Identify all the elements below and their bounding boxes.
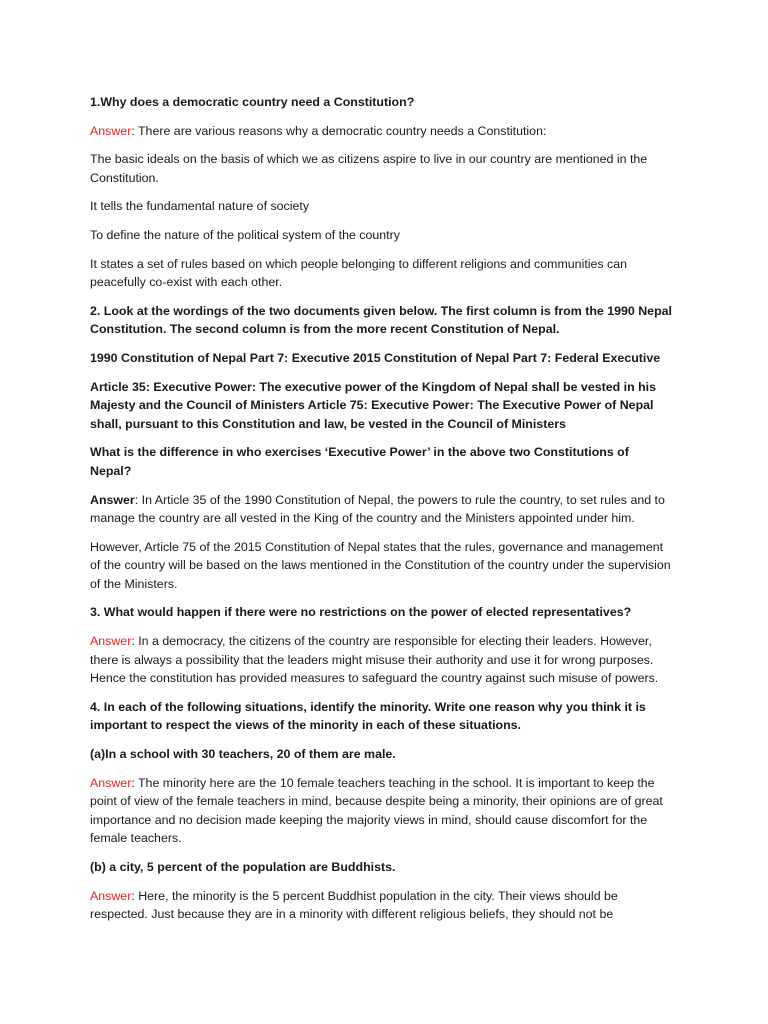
- answer-label: Answer: [90, 123, 132, 138]
- answer-text: : Here, the minority is the 5 percent Buddhist population in the city. Their views should be respected. Just because they are in a minority with different religious beliefs, they should not be: [90, 888, 618, 922]
- question-text: Article 35: Executive Power: The executive power of the Kingdom of Nepal shall be vested in his Majesty and the Council of Ministers Article 75: Executive Power: The Executive Power of Nepal shall, pursuant to this Constitution and law, be vested in the Council of Ministers: [90, 379, 656, 431]
- question-text: (a)In a school with 30 teachers, 20 of them are male.: [90, 747, 396, 762]
- answer-text: : In a democracy, the citizens of the country are responsible for electing their leaders. However, there is always a possibility that the leaders might misuse their authority and use it for wrong purposes. Hence the constitution has provided measures to safeguard the country against such misuse of powers.: [90, 634, 659, 686]
- question-text: (b) a city, 5 percent of the population are Buddhists.: [90, 860, 396, 874]
- answer-paragraph: [90, 632, 672, 688]
- answer-paragraph: [90, 887, 672, 924]
- question-text: 1990 Constitution of Nepal Part 7: Executive 2015 Constitution of Nepal Part 7: Federal Executive: [90, 350, 661, 365]
- body-text: However, Article 75 of the 2015 Constitution of Nepal states that the rules, governance and management of the country will be based on the laws mentioned in the Constitution of the country under the supervision of the Ministers.: [90, 539, 671, 591]
- body-text: To define the nature of the political system of the country: [90, 227, 400, 242]
- answer-text: : There are various reasons why a democratic country needs a Constitution:: [131, 123, 547, 138]
- question-text: 1.Why does a democratic country need a Constitution?: [90, 95, 415, 109]
- body-text: The basic ideals on the basis of which we as citizens aspire to live in our country are mentioned in the Constitution.: [90, 152, 648, 185]
- question-text: 2. Look at the wordings of the two documents given below. The first column is from the 1990 Nepal Constitution. The second column is from the more recent Constitution of Nepal.: [90, 303, 672, 337]
- answer-label: Answer: [90, 888, 132, 903]
- answer-label: Answer: [90, 492, 135, 507]
- document-body: [90, 93, 672, 924]
- answer-label: Answer: [90, 775, 132, 790]
- answer-label: Answer: [90, 634, 132, 649]
- answer-text: : The minority here are the 10 female teachers teaching in the school. It is important to keep the point of view of the female teachers in mind, because despite being a minority, their opinions are of great importance and no decision made keeping the majority views in mind, should cause discomfort for the female teachers.: [90, 775, 663, 846]
- body-text: It states a set of rules based on which people belonging to different religions and communities can peacefully co-exist with each other.: [90, 256, 628, 290]
- answer-paragraph: [90, 774, 672, 848]
- answer-text: : In Article 35 of the 1990 Constitution of Nepal, the powers to rule the country, to set rules and to manage the country are all vested in the King of the country and the Ministers appointed under him.: [90, 492, 665, 526]
- answer-paragraph: [90, 122, 672, 141]
- question-text: 3. What would happen if there were no restrictions on the power of elected representatives?: [90, 605, 632, 620]
- question-text: What is the difference in who exercises ‘Executive Power’ in the above two Constitutions of Nepal?: [90, 445, 629, 478]
- answer-paragraph: [90, 491, 672, 528]
- question-text: 4. In each of the following situations, identify the minority. Write one reason why you think it is important to respect the views of the minority in each of these situations.: [90, 699, 646, 733]
- body-text: It tells the fundamental nature of society: [90, 199, 310, 214]
